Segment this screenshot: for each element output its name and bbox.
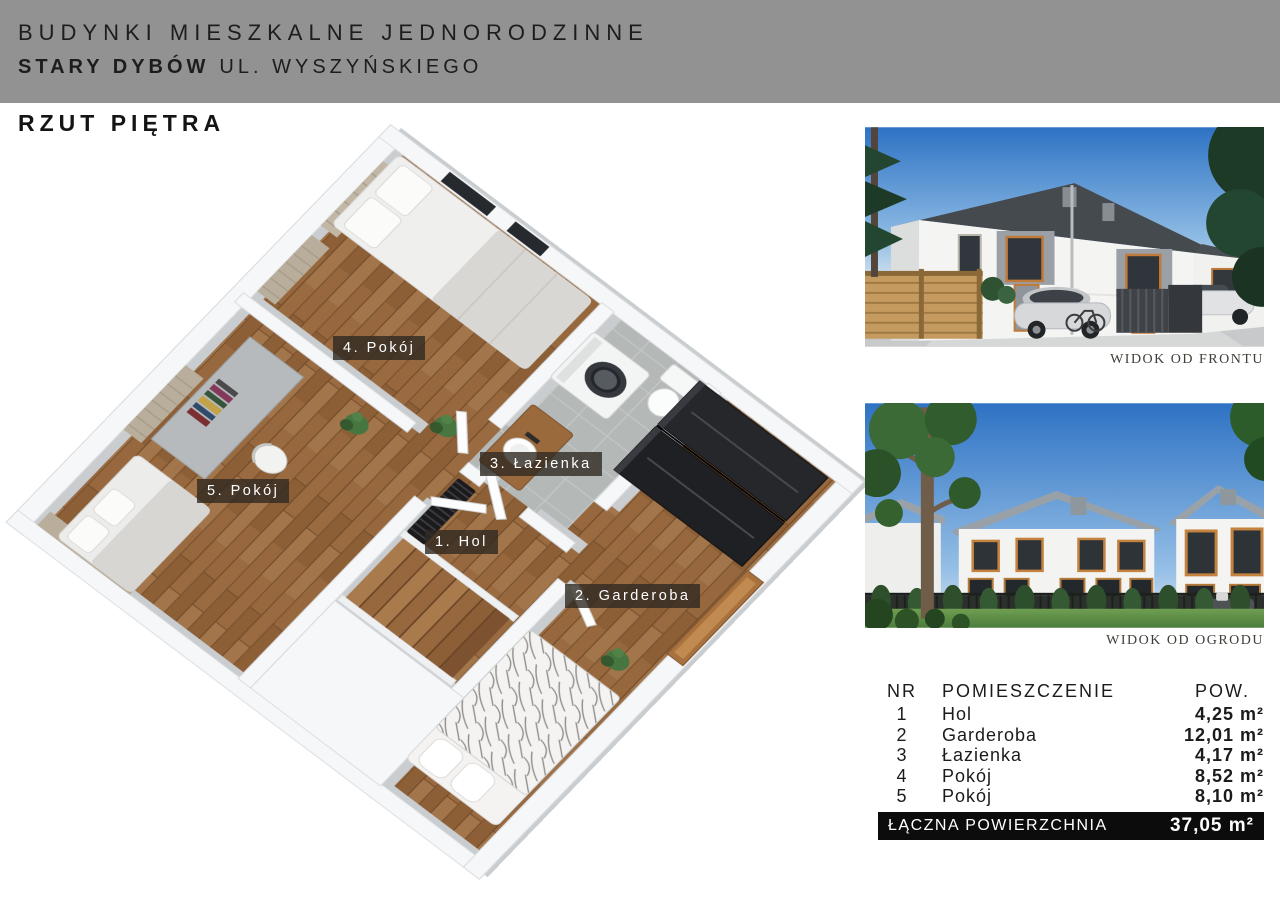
total-area-label: ŁĄCZNA POWIERZCHNIA (888, 816, 1108, 834)
table-row (878, 704, 1264, 725)
garden-view-caption: WIDOK OD OGRODU (1106, 633, 1264, 648)
table-row (878, 725, 1264, 746)
total-area-value: 37,05 m² (1169, 814, 1254, 836)
row-nr: 2 (896, 724, 908, 745)
table-row (878, 745, 1264, 766)
row-room: Pokój (942, 765, 993, 786)
room-label-hol: 1. Hol (425, 530, 498, 554)
project-location (18, 56, 482, 79)
row-nr: 5 (896, 786, 908, 806)
render-front-view (865, 127, 1264, 347)
table-row (878, 766, 1264, 787)
row-nr: 1 (896, 704, 908, 724)
room-label-pokoj5: 5. Pokój (197, 479, 289, 503)
col-header-room: POMIESZCZENIE (942, 681, 1116, 701)
table-row (878, 786, 1264, 807)
render-garden-view (865, 403, 1264, 628)
row-room: Pokój (942, 786, 993, 806)
table-header-row (878, 681, 1264, 704)
row-nr: 4 (896, 765, 908, 786)
page-title: RZUT PIĘTRA (18, 110, 226, 136)
location-name: STARY DYBÓW (18, 56, 210, 78)
row-area: 4,25 m² (1194, 704, 1264, 724)
row-room: Łazienka (942, 745, 1023, 765)
row-area: 8,52 m² (1194, 765, 1264, 786)
front-view-caption: WIDOK OD FRONTU (1110, 352, 1264, 367)
row-area: 4,17 m² (1194, 745, 1264, 765)
col-header-area: POW. (1194, 681, 1250, 701)
room-label-lazienka: 3. Łazienka (480, 452, 602, 476)
row-area: 12,01 m² (1183, 724, 1264, 745)
row-nr: 3 (896, 745, 908, 765)
room-area-table (878, 681, 1264, 840)
project-title: BUDYNKI MIESZKALNE JEDNORODZINNE (18, 20, 649, 45)
total-area-bar (878, 812, 1264, 840)
room-label-pokoj4: 4. Pokój (333, 336, 425, 360)
row-area: 8,10 m² (1194, 786, 1264, 806)
header-bar (0, 0, 1280, 103)
floor-plan-3d (30, 150, 840, 855)
row-room: Hol (942, 704, 973, 724)
location-street: UL. WYSZYŃSKIEGO (219, 56, 483, 78)
room-label-garderoba: 2. Garderoba (565, 584, 700, 608)
col-header-nr: NR (887, 681, 917, 701)
floor-plan-drawing (0, 119, 870, 884)
row-room: Garderoba (942, 724, 1038, 745)
